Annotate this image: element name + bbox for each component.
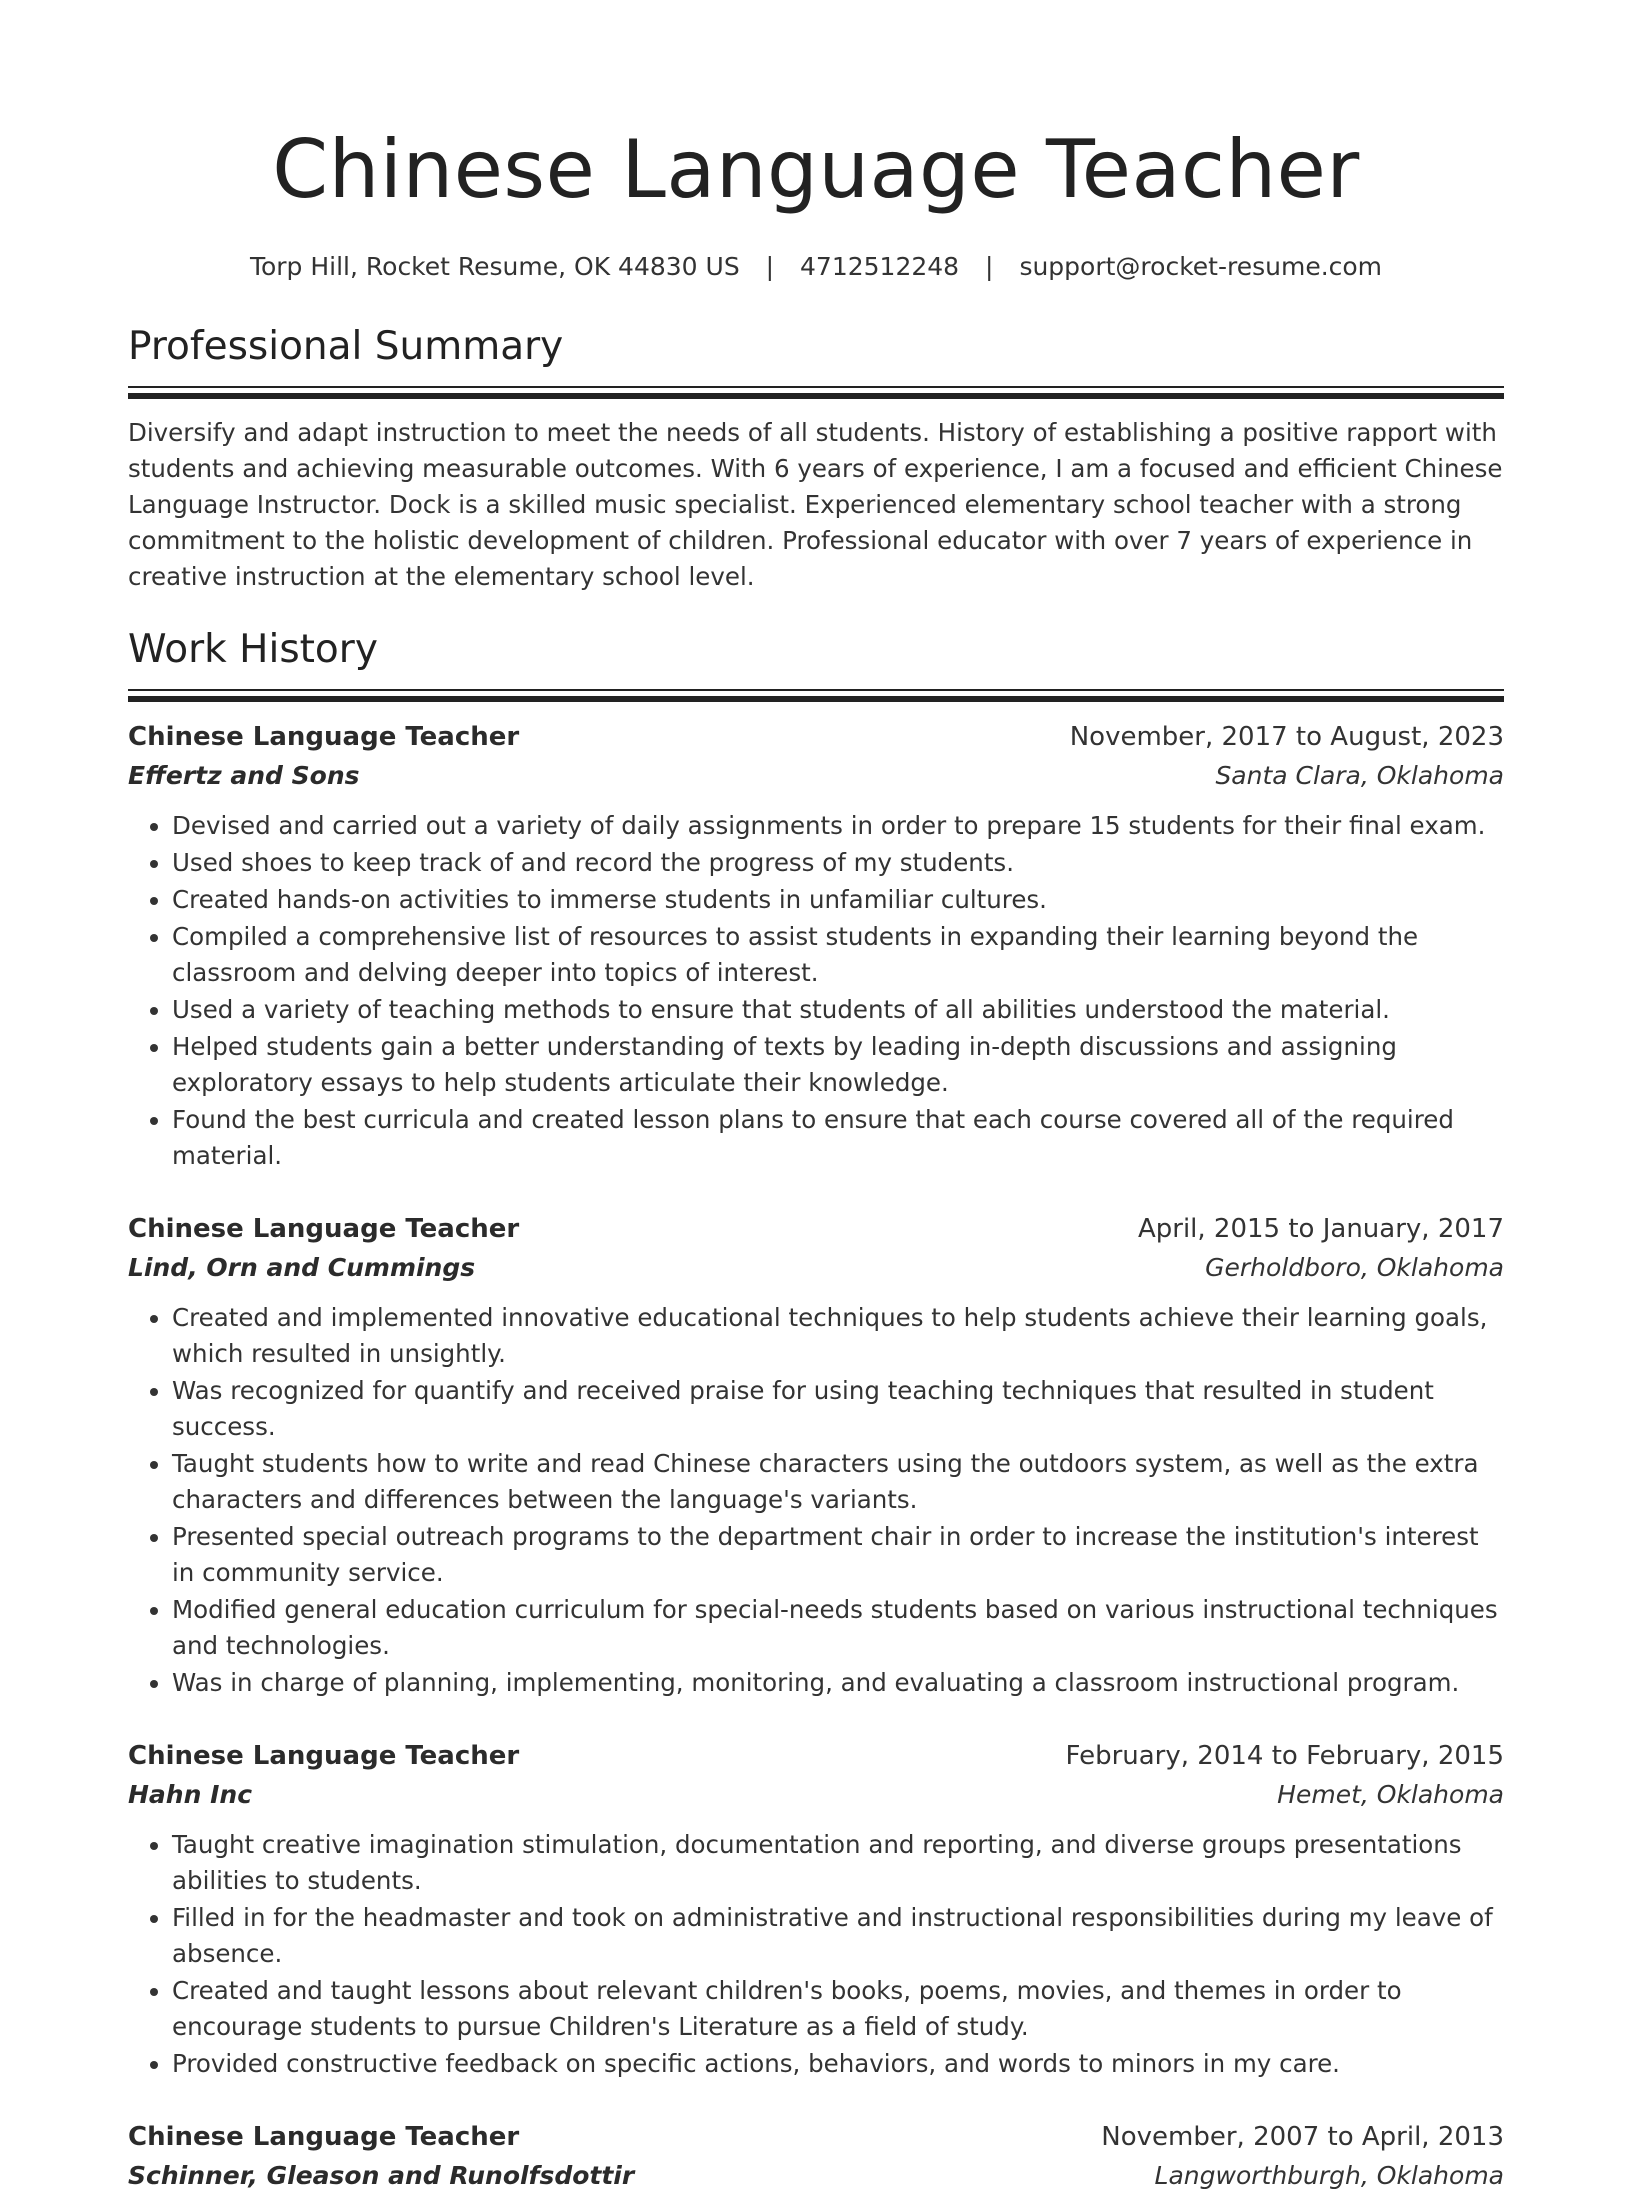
job-bullet: • Devised and carried out a variety of daily assignments in order to prepare 15 students for their final exam.	[172, 808, 1504, 844]
job-bullets	[128, 808, 1504, 1174]
job-company: Lind, Orn and Cummings	[128, 1253, 476, 1282]
job-company-row	[128, 2156, 1504, 2196]
contact-email: support@rocket-resume.com	[1019, 252, 1383, 281]
contact-phone: 4712512248	[800, 252, 960, 281]
contact-separator: |	[765, 252, 775, 281]
job-company-row	[128, 756, 1504, 796]
job-company-row	[128, 1248, 1504, 1288]
job-entry	[128, 718, 1504, 1174]
job-location: Gerholdboro, Oklahoma	[1205, 1253, 1504, 1282]
job-bullet: • Created hands-on activities to immerse students in unfamiliar cultures.	[172, 882, 1504, 918]
job-title: Chinese Language Teacher	[128, 1214, 520, 1244]
job-bullet: • Provided constructive feedback on specific actions, behaviors, and words to minors in my care.	[172, 2046, 1504, 2082]
job-company: Hahn Inc	[128, 1780, 253, 1809]
job-header-row	[128, 718, 1504, 756]
summary-text: Diversify and adapt instruction to meet the needs of all students. History of establishing a positive rapport with students and achieving measurable outcomes. With 6 years of experience, I am a focused and efficient Chinese Language Instructor. Dock is a skilled music specialist. Experienced elementary school teacher with a strong commitment to the holistic development of children. Professional educator with over 7 years of experience in creative instruction at the elementary school level.	[128, 418, 1503, 591]
job-location: Hemet, Oklahoma	[1277, 1780, 1504, 1809]
job-dates: February, 2014 to February, 2015	[1065, 1741, 1504, 1771]
job-bullet: • Compiled a comprehensive list of resources to assist students in expanding their learning beyond the classroom and delving deeper into topics of interest.	[172, 919, 1504, 991]
job-location: Langworthburgh, Oklahoma	[1154, 2161, 1504, 2190]
job-dates: April, 2015 to January, 2017	[1137, 1214, 1504, 1244]
job-bullet: • Was recognized for quantify and received praise for using teaching techniques that resulted in student success.	[172, 1373, 1504, 1445]
section-rule-thin	[128, 386, 1504, 388]
job-bullet: • Was in charge of planning, implementing, monitoring, and evaluating a classroom instructional program.	[172, 1665, 1504, 1701]
section-title-work: Work History	[128, 627, 378, 672]
job-bullet: • Filled in for the headmaster and took on administrative and instructional responsibilities during my leave of absence.	[172, 1900, 1504, 1972]
job-company: Schinner, Gleason and Runolfsdottir	[128, 2161, 635, 2190]
job-location: Santa Clara, Oklahoma	[1215, 761, 1504, 790]
job-entry	[128, 2118, 1504, 2196]
job-title: Chinese Language Teacher	[128, 722, 520, 752]
job-dates: November, 2007 to April, 2013	[1101, 2122, 1504, 2152]
job-company-row	[128, 1775, 1504, 1815]
job-bullet: • Helped students gain a better understanding of texts by leading in-depth discussions and assigning exploratory essays to help students articulate their knowledge.	[172, 1029, 1504, 1101]
summary-section	[128, 322, 1504, 595]
job-bullet: • Used shoes to keep track of and record the progress of my students.	[172, 845, 1504, 881]
job-header-row	[128, 2118, 1504, 2156]
contact-line	[128, 250, 1504, 284]
job-bullet: • Modified general education curriculum for special-needs students based on various instructional techniques and technologies.	[172, 1592, 1504, 1664]
job-bullets	[128, 1827, 1504, 2082]
job-bullets	[128, 1300, 1504, 1701]
section-title-summary: Professional Summary	[128, 324, 564, 369]
job-entry	[128, 1210, 1504, 1701]
job-company: Effertz and Sons	[128, 761, 360, 790]
section-rule-thick	[128, 696, 1504, 702]
contact-address: Torp Hill, Rocket Resume, OK 44830 US	[249, 252, 740, 281]
job-title: Chinese Language Teacher	[128, 2122, 520, 2152]
contact-separator: |	[985, 252, 994, 281]
job-title: Chinese Language Teacher	[128, 1741, 520, 1771]
job-bullet: • Created and implemented innovative educational techniques to help students achieve their learning goals, which resulted in unsightly.	[172, 1300, 1504, 1372]
job-bullet: • Taught creative imagination stimulation, documentation and reporting, and diverse groups presentations abilities to students.	[172, 1827, 1504, 1899]
job-bullet: • Used a variety of teaching methods to ensure that students of all abilities understood the material.	[172, 992, 1504, 1028]
job-header-row	[128, 1737, 1504, 1775]
resume-name: Chinese Language Teacher	[272, 123, 1360, 216]
section-rule-thick	[128, 393, 1504, 399]
job-bullet: • Found the best curricula and created lesson plans to ensure that each course covered all of the required material.	[172, 1102, 1504, 1174]
job-bullet: • Created and taught lessons about relevant children's books, poems, movies, and themes in order to encourage students to pursue Children's Literature as a field of study.	[172, 1973, 1504, 2045]
job-header-row	[128, 1210, 1504, 1248]
job-bullet: • Taught students how to write and read Chinese characters using the outdoors system, as well as the extra characters and differences between the language's variants.	[172, 1446, 1504, 1518]
job-entry	[128, 1737, 1504, 2082]
job-dates: November, 2017 to August, 2023	[1069, 722, 1504, 752]
work-section	[128, 625, 1504, 2196]
job-list	[128, 718, 1504, 2196]
job-bullet: • Presented special outreach programs to the department chair in order to increase the institution's interest in community service.	[172, 1519, 1504, 1591]
section-rule-thin	[128, 689, 1504, 691]
